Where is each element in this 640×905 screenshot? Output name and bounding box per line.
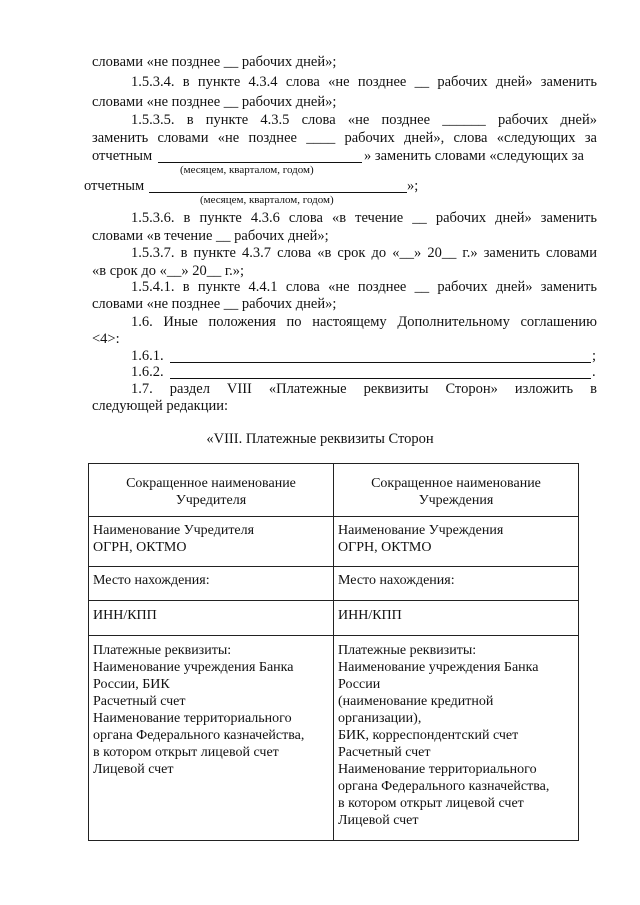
clause-line-suffix: » заменить словами «следующих за [364,148,584,164]
payment-details-table [88,463,579,841]
clause-1-5-3-5: 1.5.3.5. в пункте 4.3.5 слова «не позднее ______ рабочих дней» [131,112,597,128]
payment-line: Наименование учреждения Банка [338,660,539,675]
founder-header-line-2: Учредителя [175,493,247,508]
institution-name-cell [334,517,579,567]
payment-line: Платежные реквизиты: [93,643,232,658]
payment-line: органа Федерального казначейства, [93,728,305,743]
clause-line-suffix: . [592,364,596,380]
table-row [89,636,579,841]
underline-hint: (месяцем, кварталом, годом) [200,194,334,206]
founder-ogrn: ОГРН, ОКТМО [93,540,187,555]
section-heading: «VIII. Платежные реквизиты Сторон [206,431,434,447]
founder-name-cell [89,517,334,567]
blank-underline [170,378,591,379]
blank-underline [149,192,407,193]
payment-line: Лицевой счет [93,762,174,777]
payment-line: Расчетный счет [338,745,431,760]
payment-line: органа Федерального казначейства, [338,779,550,794]
clause-1-5-3-7: 1.5.3.7. в пункте 4.3.7 слова «в срок до «__» 20__ г.» заменить словами [131,245,597,261]
clause-line-prefix: отчетным [84,178,145,194]
underline-hint: (месяцем, кварталом, годом) [180,164,314,176]
clause-1-5-4-1: 1.5.4.1. в пункте 4.4.1 слова «не позднее __ рабочих дней» заменить [131,279,597,295]
payment-line: Наименование учреждения Банка [93,660,294,675]
clause-line: «в срок до «__» 20__ г.»; [92,263,245,279]
institution-inn-cell: ИНН/КПП [334,601,579,636]
founder-location-cell: Место нахождения: [89,567,334,601]
payment-line: Лицевой счет [338,813,419,828]
table-row [89,601,579,636]
clause-1-6-1-number: 1.6.1. [131,348,164,364]
payment-line: России, БИК [93,677,170,692]
blank-underline [170,362,591,363]
table-row [89,464,579,517]
clause-line: словами «в течение __ рабочих дней»; [92,228,329,244]
clause-1-6: 1.6. Иные положения по настоящему Дополнительному соглашению [131,314,597,330]
clause-line: заменить словами «не позднее ____ рабочих дней», слова «следующих за [92,130,597,146]
clause-line: словами «не позднее __ рабочих дней»; [92,296,337,312]
clause-1-6-2-number: 1.6.2. [131,364,164,380]
payment-line: БИК, корреспондентский счет [338,728,519,743]
institution-location-cell: Место нахождения: [334,567,579,601]
clause-line: словами «не позднее __ рабочих дней»; [92,94,337,110]
clause-line-suffix: ; [592,348,597,364]
institution-header-line-2: Учреждения [418,493,494,508]
founder-header-line-1: Сокращенное наименование [126,476,296,491]
institution-header-line-1: Сокращенное наименование [371,476,541,491]
table-row [89,567,579,601]
clause-1-5-3-6: 1.5.3.6. в пункте 4.3.6 слова «в течение __ рабочих дней» заменить [131,210,597,226]
institution-ogrn: ОГРН, ОКТМО [338,540,432,555]
institution-name: Наименование Учреждения [338,523,504,538]
clause-1-7: 1.7. раздел VIII «Платежные реквизиты Сторон» изложить в [131,381,597,397]
institution-header-cell [334,464,579,517]
payment-line: (наименование кредитной [338,694,494,709]
payment-line: в котором открыт лицевой счет [93,745,279,760]
clause-1-5-3-4: 1.5.3.4. в пункте 4.3.4 слова «не позднее __ рабочих дней» заменить [131,74,597,90]
payment-line: в котором открыт лицевой счет [338,796,524,811]
payment-line: России [338,677,381,692]
clause-line: следующей редакции: [92,398,229,414]
institution-payment-cell [334,636,579,841]
payment-line: Платежные реквизиты: [338,643,477,658]
founder-name: Наименование Учредителя [93,523,255,538]
clause-line: словами «не позднее __ рабочих дней»; [92,54,337,70]
clause-line-suffix: »; [407,178,419,194]
founder-header-cell [89,464,334,517]
founder-payment-cell [89,636,334,841]
payment-line: Наименование территориального [93,711,292,726]
blank-underline [158,162,362,163]
payment-line: Наименование территориального [338,762,537,777]
founder-inn-cell: ИНН/КПП [89,601,334,636]
clause-line-prefix: отчетным [92,148,153,164]
table-row [89,517,579,567]
footnote-ref: <4>: [92,331,120,347]
payment-line: организации), [338,711,422,726]
payment-line: Расчетный счет [93,694,186,709]
